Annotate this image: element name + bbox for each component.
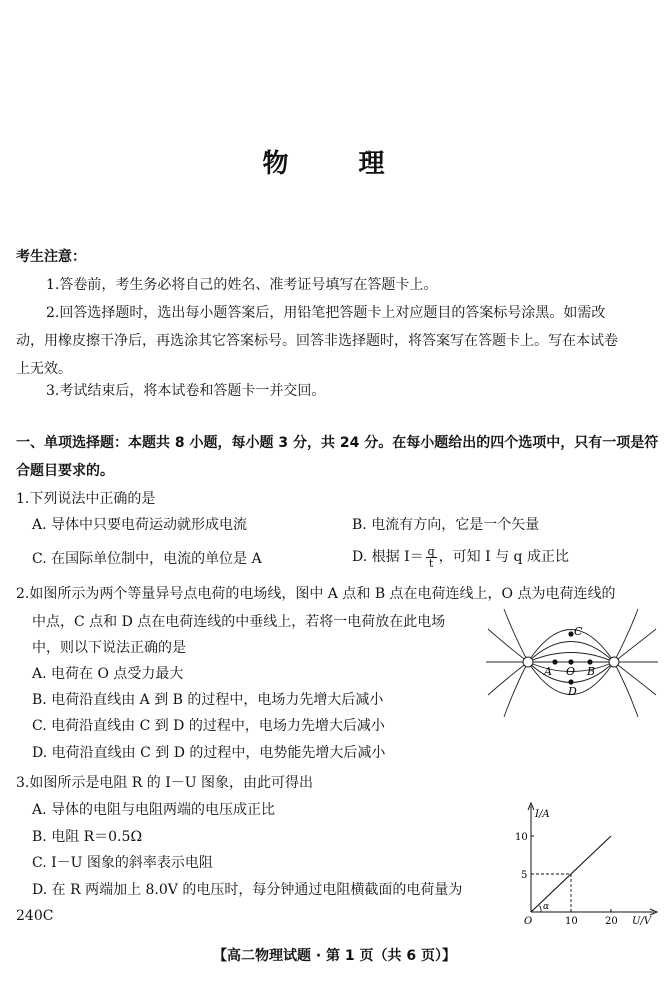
point-o-dot xyxy=(568,659,573,664)
field-line-right-upper-2 xyxy=(614,629,656,662)
q1-option-d-prefix: D. 根据 I＝ xyxy=(352,549,424,565)
q3-option-b: B. 电阻 R＝0.5Ω xyxy=(32,829,143,845)
x-axis-label: U/V xyxy=(632,916,652,927)
page-footer: 【高二物理试题 · 第 1 页（共 6 页）】 xyxy=(212,948,457,964)
field-line-left-upper-2 xyxy=(488,629,528,662)
section-heading-line2: 合题目要求的。 xyxy=(16,463,114,479)
q2-option-c: C. 电荷沿直线由 C 到 D 的过程中，电场力先增大后减小 xyxy=(32,718,385,734)
q2-option-d: D. 电荷沿直线由 C 到 D 的过程中，电势能先增大后减小 xyxy=(32,745,386,761)
y-tick-label: 10 xyxy=(515,832,528,843)
charge-left xyxy=(523,657,533,667)
field-line-right-upper xyxy=(614,609,638,662)
q3-option-d-line1: D. 在 R 两端加上 8.0V 的电压时，每分钟通过电阻横截面的电荷量为 xyxy=(32,882,463,898)
q1-option-a: A. 导体中只要电荷运动就形成电流 xyxy=(32,517,248,533)
field-line-right-lower-2 xyxy=(614,662,656,695)
x-tick-label: 10 xyxy=(565,916,578,927)
section-heading-line1: 一、单项选择题：本题共 8 小题，每小题 3 分，共 24 分。在每小题给出的四个选项中，只有一项是符 xyxy=(16,435,659,451)
angle-label: α xyxy=(543,902,550,912)
field-lines-figure xyxy=(486,605,658,723)
q3-option-a: A. 导体的电阻与电阻两端的电压成正比 xyxy=(32,802,276,818)
charge-right xyxy=(609,657,619,667)
notice-item-2-line2: 动，用橡皮擦干净后，再选涂其它答案标号。回答非选择题时，将答案写在答题卡上。写在本试卷 xyxy=(16,333,618,349)
q2-stem-line1: 2.如图所示为两个等量异号点电荷的电场线，图中 A 点和 B 点在电荷连线上，O 点为电荷连线的 xyxy=(16,586,616,602)
notice-item-3: 3.考试结束后，将本试卷和答题卡一并交回。 xyxy=(46,383,326,399)
origin-label: O xyxy=(524,916,533,927)
x-tick-label: 20 xyxy=(605,916,618,927)
q1-stem: 1.下列说法中正确的是 xyxy=(16,491,156,507)
point-d-dot xyxy=(568,679,573,684)
notice-item-2-line3: 上无效。 xyxy=(16,361,72,377)
q2-stem-line2: 中点，C 点和 D 点在电荷连线的中垂线上，若将一电荷放在此电场 xyxy=(32,614,446,630)
field-line-right-lower xyxy=(614,662,638,717)
fraction-numerator: q xyxy=(427,544,435,558)
field-line-left-upper xyxy=(504,609,528,662)
q3-option-d-line2: 240C xyxy=(16,908,54,924)
q1-option-b: B. 电流有方向，它是一个矢量 xyxy=(352,517,540,533)
notice-heading: 考生注意： xyxy=(16,249,86,265)
q1-option-d-fraction xyxy=(426,546,437,569)
notice-item-1: 1.答卷前，考生务必将自己的姓名、准考证号填写在答题卡上。 xyxy=(46,277,438,293)
iu-graph xyxy=(512,800,660,928)
angle-arc xyxy=(540,906,542,913)
point-c-dot xyxy=(568,631,573,636)
q1-option-c: C. 在国际单位制中，电流的单位是 A xyxy=(32,551,262,567)
point-d-label: D xyxy=(568,685,577,698)
point-a-label: A xyxy=(544,665,552,678)
y-axis-label: I/A xyxy=(535,809,550,820)
point-b-dot xyxy=(587,659,592,664)
point-c-label: C xyxy=(574,625,583,638)
q3-stem: 3.如图所示是电阻 R 的 I－U 图象，由此可得出 xyxy=(16,775,314,791)
point-o-label: O xyxy=(566,665,576,678)
fraction-denominator: t xyxy=(428,556,434,570)
field-line-upper-2 xyxy=(528,642,614,663)
field-line-left-lower xyxy=(504,662,528,717)
field-line-left-lower-2 xyxy=(488,662,528,695)
y-tick-label: 5 xyxy=(521,870,528,881)
q2-option-b: B. 电荷沿直线由 A 到 B 的过程中，电场力先增大后减小 xyxy=(32,692,384,708)
q3-option-c: C. I－U 图象的斜率表示电阻 xyxy=(32,855,213,871)
notice-item-2-line1: 2.回答选择题时，选出每小题答案后，用铅笔把答题卡上对应题目的答案标号涂黑。如需改 xyxy=(46,305,606,321)
point-a-dot xyxy=(552,659,557,664)
page-title: 物 理 xyxy=(262,149,407,179)
point-b-label: B xyxy=(587,665,596,678)
q2-stem-line3: 中，则以下说法正确的是 xyxy=(32,640,186,656)
q2-option-a: A. 电荷在 O 点受力最大 xyxy=(32,666,184,682)
q1-option-d-suffix: ，可知 I 与 q 成正比 xyxy=(438,549,569,565)
q1-option-d xyxy=(352,544,569,570)
